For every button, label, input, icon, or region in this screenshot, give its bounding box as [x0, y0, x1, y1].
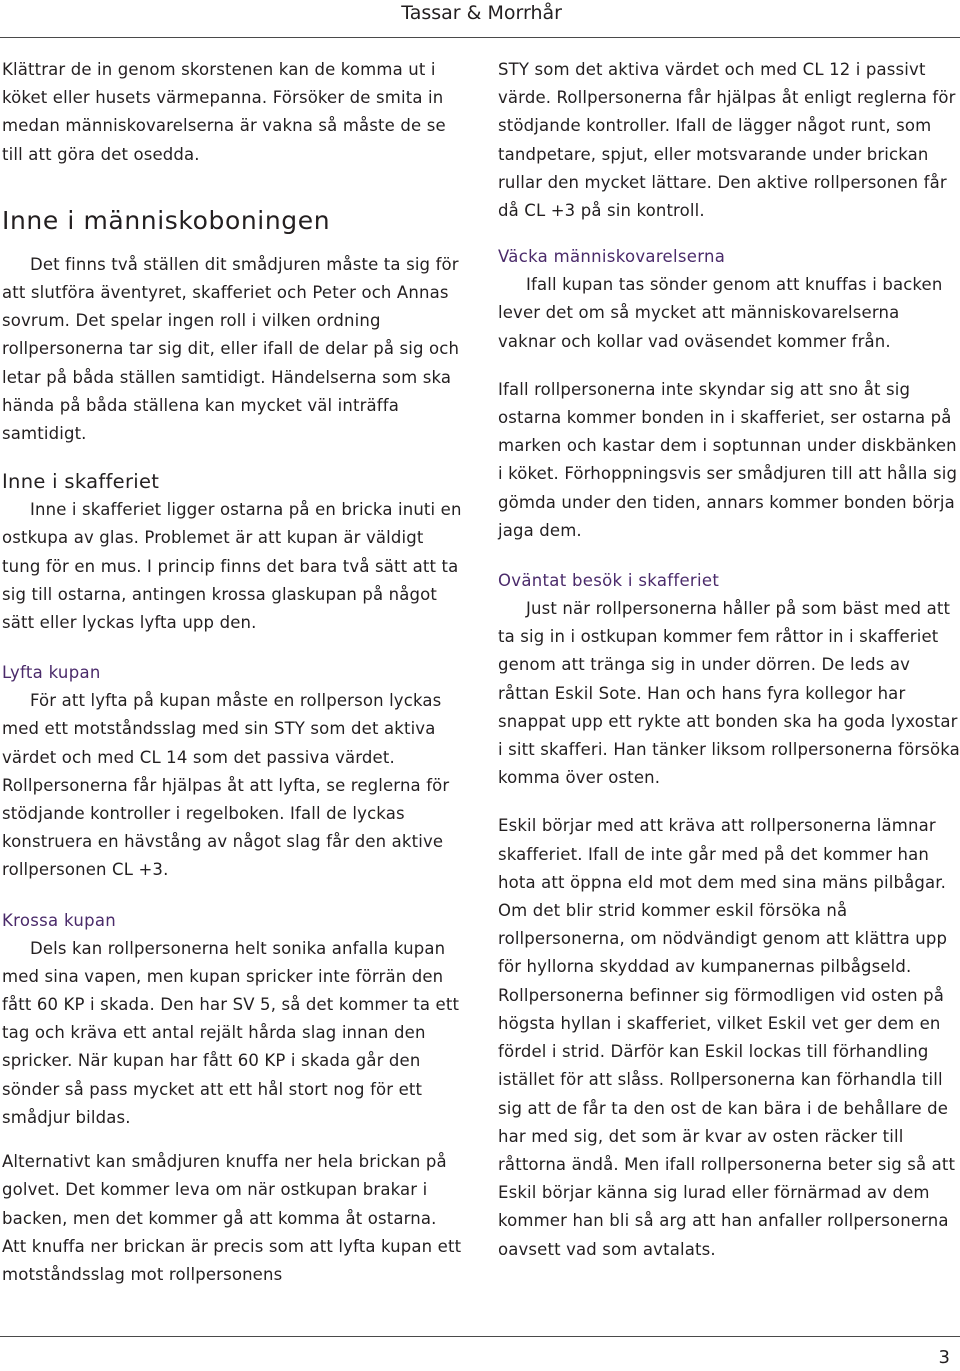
- section-heading-human-dwelling: Inne i människoboningen: [2, 205, 331, 235]
- section-paragraph: Ifall kupan tas sönder genom att knuffas i backen lever det om så mycket att människovarelserna vaknar och kollar vad oväsendet kommer från.: [498, 275, 943, 351]
- left-column: [2, 56, 462, 1289]
- header-rule: [0, 37, 960, 38]
- section-paragraph: Det finns två ställen dit smådjuren måste ta sig för att slutföra äventyret, skafferiet och Peter och Annas sovrum. Det spelar ingen roll i vilken ordning rollpersonerna tar sig dit, eller ifall de delar på sig och letar på båda ställen samtidigt. Händelserna som ska hända på båda ställena kan mycket väl inträffa samtidigt.: [2, 254, 460, 444]
- section-heading-pantry: Inne i skafferiet: [2, 470, 160, 494]
- intro-paragraph: Klättrar de in genom skorstenen kan de komma ut i köket eller husets värmepanna. Försöker de smita in medan människovarelserna är vakna så måste de se till att göra det osedda.: [2, 60, 446, 164]
- section-paragraph: Just när rollpersonerna håller på som bäst med att ta sig in i ostkupan kommer fem råttor in i skafferiet genom att tränga sig in under dörren. De leds av råttan Eskil Sote. Han och hans fyra kollegor har snappat upp ett rykte att bonden ska ha goda lyxostar i sitt skafferi. Han tänker liksom rollpersonerna försöka komma över osten.: [498, 599, 960, 788]
- section-paragraph: Ifall rollpersonerna inte skyndar sig att sno åt sig ostarna kommer bonden in i skafferiet, ser ostarna på marken och kastar dem i soptunnan under diskbänken i köket. Förhoppningsvis ser smådjuren till att hålla sig gömda under den tiden, annars kommer bonden börja jaga dem.: [498, 379, 958, 540]
- page-number: 3: [938, 1347, 950, 1368]
- running-head: Tassar & Morrhår: [401, 2, 562, 24]
- section-paragraph: Inne i skafferiet ligger ostarna på en bricka inuti en ostkupa av glas. Problemet är att kupan är väldigt tung för en mus. I princip finns det bara två sätt att ta sig till ostarna, antingen krossa glaskupan på något sätt eller lyckas lyfta upp den.: [2, 500, 462, 633]
- section-paragraph: För att lyfta på kupan måste en rollperson lyckas med ett motståndsslag med sin STY som det aktiva värdet och med CL 14 som det passiva värdet. Rollpersonerna får hjälpas åt att lyfta, se reglerna för stödjande kontroller i regelboken. Ifall de lyckas konstruera en hävstång av något slag får den aktive rollpersonen CL +3.: [2, 691, 450, 880]
- subheading-wake-humans: Väcka människovarelserna: [498, 247, 726, 267]
- subheading-smash-cover: Krossa kupan: [2, 910, 117, 930]
- section-paragraph: Alternativt kan smådjuren knuffa ner hela brickan på golvet. Det kommer leva om när ostkupan brakar i backen, men det kommer gå att komma åt ostarna. Att knuffa ner brickan är precis som att lyfta kupan ett motståndsslag mot rollpersonens: [2, 1152, 462, 1284]
- footer-rule: [0, 1336, 960, 1337]
- right-column: [498, 56, 960, 1264]
- subheading-unexpected-visit: Oväntat besök i skafferiet: [498, 571, 720, 591]
- continued-paragraph: STY som det aktiva värdet och med CL 12 i passivt värde. Rollpersonerna får hjälpas åt enligt reglerna för stödjande kontroller. Ifall de lägger något runt, som tandpetare, spjut, eller motsvarande under brickan rullar den mycket lättare. Den aktive rollpersonen får då CL +3 på sin kontroll.: [498, 60, 956, 221]
- section-paragraph: Eskil börjar med att kräva att rollpersonerna lämnar skafferiet. Ifall de inte går med på det kommer han hota att öppna eld mot dem med sina mäns pilbågar. Om det blir strid kommer eskil försöka nå rollpersonerna, om nödvändigt genom att klättra upp för hyllorna skyddad av kumpanernas pilbågseld. Rollpersonerna befinner sig förmodligen vid osten på högsta hyllan i skafferiet, vilket Eskil vet ger dem en fördel i strid. Därför kan Eskil lockas till förhandling istället för att slåss. Rollpersonerna kan förhandla till sig att de får ta den ost de kan bära i de behållare de har med sig, det som är kvar av osten räcker till råttorna ändå. Men ifall rollpersonerna beter sig så att Eskil börjar känna sig lurad eller förnärmad av dem kommer han bli så arg att han anfaller rollpersonerna oavsett vad som avtalats.: [498, 816, 956, 1259]
- subheading-lift-cover: Lyfta kupan: [2, 663, 101, 683]
- section-paragraph: Dels kan rollpersonerna helt sonika anfalla kupan med sina vapen, men kupan spricker inte förrän den fått 60 KP i skada. Den har SV 5, så det kommer ta ett tag och kräva ett antal rejält hårda slag innan den spricker. När kupan har fått 60 KP i skada går den sönder så pass mycket att ett hål stort nog för ett smådjur bildas.: [2, 938, 460, 1127]
